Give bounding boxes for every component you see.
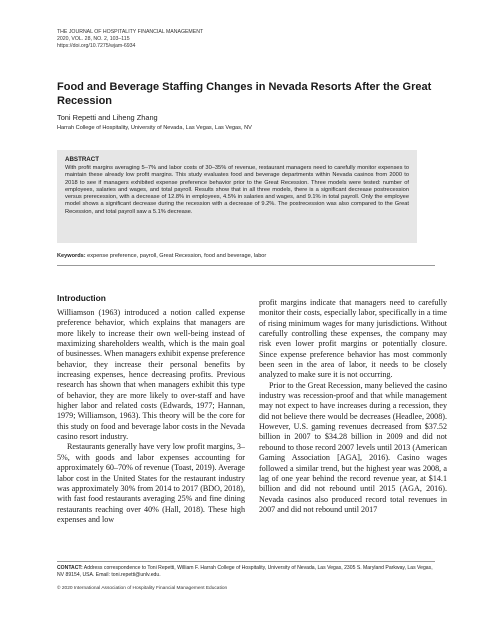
journal-header: [57, 29, 203, 50]
body-column-right: [259, 298, 447, 553]
contact-text: Address correspondence to Toni Repetti, William F. Harrah College of Hospitality, University of Nevada, Las Vegas, 2305 S. Maryland Parkway, Las Vegas, NV 89154, USA. Email: toni.repetti@unlv.edu.: [57, 565, 433, 578]
abstract-text: With profit margins averaging 5–7% and labor costs of 30–35% of revenue, restaurant managers need to carefully monitor expenses to maintain these already low profit margins. This study evaluates food and beverage departments within Nevada casinos from 2000 to 2018 to see if managers exhibited expense preference behavior prior to the Great Recession. Three models were tested: number of employees, salaries and wages, and total payroll. Results show that in all three models, there is a significant decrease postrecession versus prerecession, with a decrease of 12.8% in employees, 4.5% in salaries and wages, and 9.1% in total payroll. Only the employee model shows a significant decrease during the recession with a decrease of 9.2%. The postrecession was also compared to the Great Recession, and total payroll saw a 5.1% decrease.: [65, 165, 409, 215]
contact-footnote: [57, 565, 435, 579]
introduction-heading: Introduction: [57, 293, 106, 303]
footer-divider: [57, 561, 435, 562]
body-paragraph: Prior to the Great Recession, many believed the casino industry was recession-proof and that while management may not expect to have increases during a recession, they did not believe there would be decreases (Headlee, 2008). However, U.S. gaming revenues decreased from $37.52 billion in 2007 to $34.28 billion in 2009 and did not rebound to those record 2007 levels until 2013 (American Gaming Association [AGA], 2016). Casino wages followed a similar trend, but the highest year was 2008, a lag of one year behind the record revenue year, at $14.1 billion and did not rebound until 2015 (AGA, 2016). Nevada casinos also produced record total revenues in 2007 and did not rebound until 2017: [259, 380, 447, 514]
keywords-text: expense preference, payroll, Great Recession, food and beverage, labor: [87, 253, 267, 259]
article-title: Food and Beverage Staffing Changes in Nevada Resorts After the Great Recession: [57, 81, 432, 107]
contact-label: CONTACT:: [57, 565, 83, 571]
body-paragraph: Williamson (1963) introduced a notion called expense preference behavior, which explains that managers are more likely to increase their own well-being instead of maximizing shareholders wealth, which is the main goal of businesses. When managers exhibit expense preference behavior, they increase their personal benefits by increasing expenses, hence decreasing profits. Previous research has shown that when managers exhibit this type of behavior, they are more likely to over-staff and have higher labor and related costs (Edwards, 1977; Hannan, 1979; Williamson, 1963). This theory will be the core for this study on food and beverage labor costs in the Nevada casino resort industry.: [57, 308, 245, 442]
body-paragraph: profit margins indicate that managers need to carefully monitor their costs, especially labor, specifically in a time of rising minimum wages for many jurisdictions. Without carefully controlling these expenses, the company may risk even lower profit margins or potentially closure. Since expense preference behavior has most commonly been seen in the area of labor, it needs to be closely analyzed to make sure it is not occurring.: [259, 298, 447, 380]
author-list: Toni Repetti and Liheng Zhang: [57, 113, 158, 122]
body-column-left: [57, 308, 245, 552]
body-paragraph: Restaurants generally have very low profit margins, 3–5%, with goods and labor expenses accounting for approximately 60–70% of revenue (Toast, 2019). Average labor cost in the United States for the restaurant industry was approximately 30% from 2014 to 2017 (BDO, 2018), with fast food restaurants averaging 25% and fine dining restaurants reaching over 40% (Hall, 2018). These high expenses and low: [57, 442, 245, 524]
author-affiliation: Harrah College of Hospitality, University of Nevada, Las Vegas, Las Vegas, NV: [57, 125, 252, 131]
copyright-notice: © 2020 International Association of Hospitality Financial Management Education: [57, 586, 228, 591]
journal-volume: 2020, VOL. 28, NO. 2, 103–115: [57, 36, 130, 42]
journal-doi[interactable]: https://doi.org/10.7275/wjam-6934: [57, 43, 136, 49]
keywords-line: [57, 253, 266, 260]
journal-name: THE JOURNAL OF HOSPITALITY FINANCIAL MANAGEMENT: [57, 29, 204, 35]
section-divider: [57, 265, 435, 266]
abstract-heading: ABSTRACT: [65, 156, 100, 163]
abstract-box: [57, 150, 417, 243]
keywords-label: Keywords:: [57, 253, 86, 259]
